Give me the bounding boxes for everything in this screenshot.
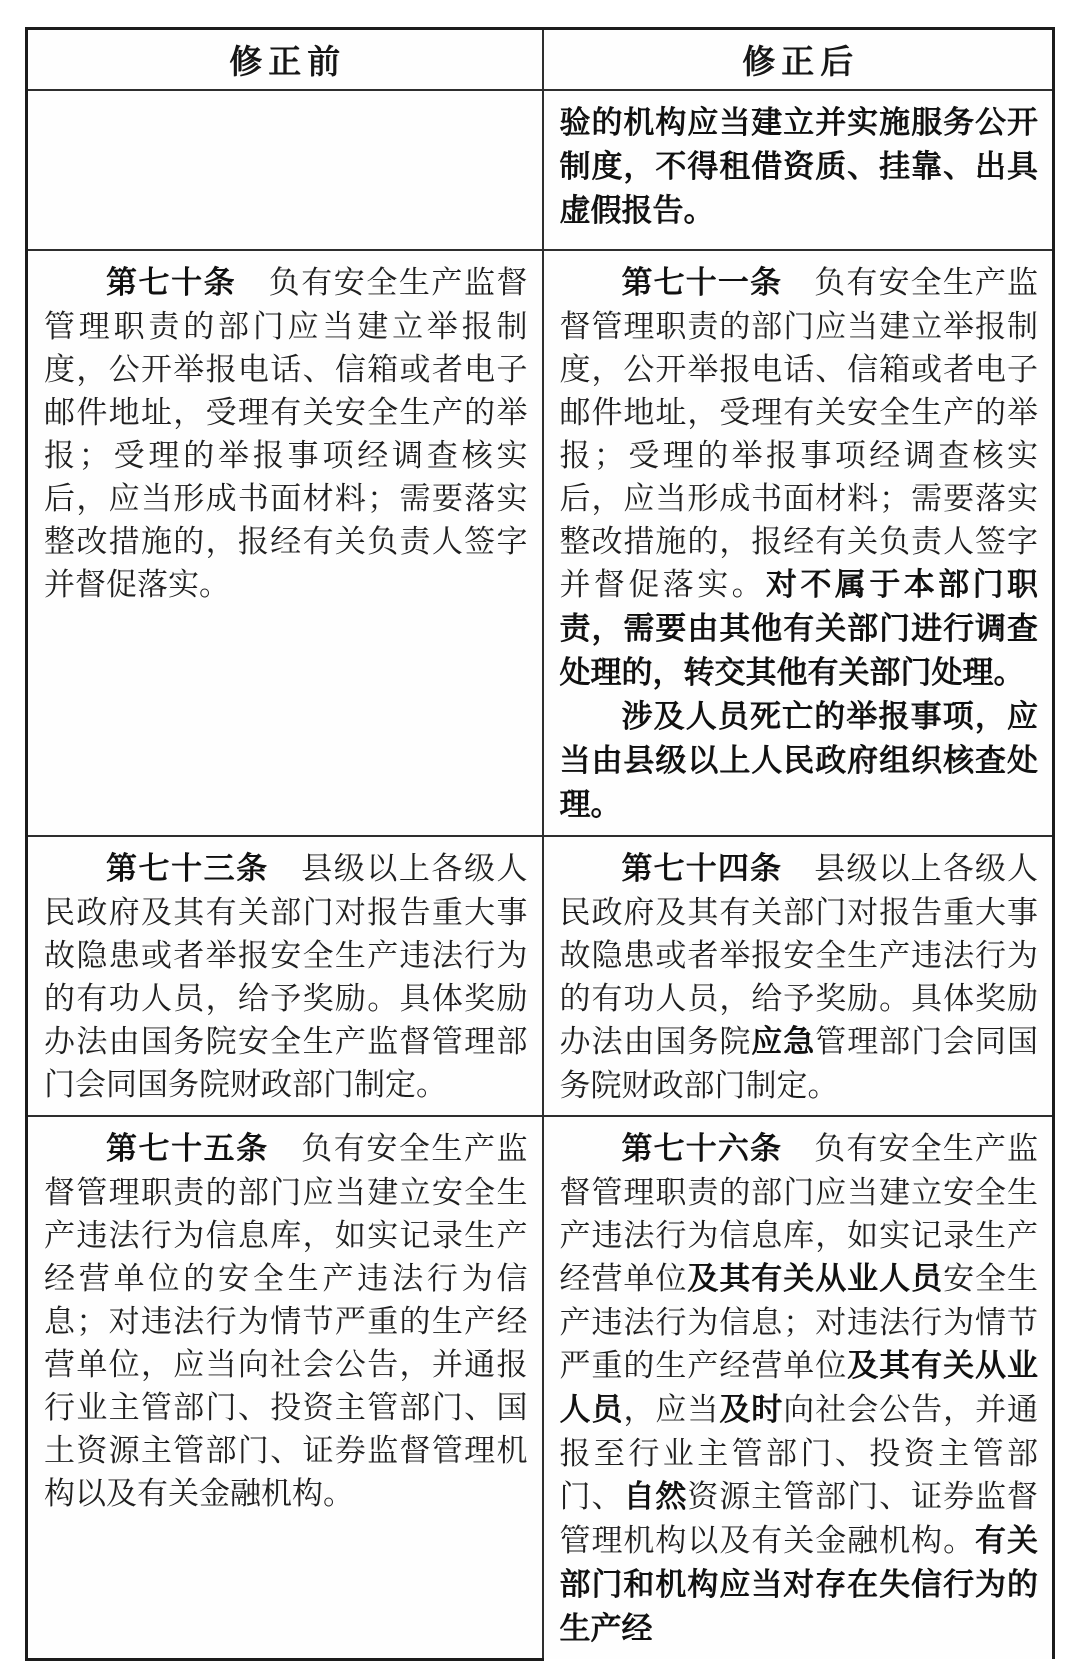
law-text: 向社会公告，并通报至行业主管部门、投资主管部门、 <box>559 1392 1039 1514</box>
amended-bold-text: 第七十三条 <box>106 851 269 887</box>
amended-bold-text: 有关部门和机构应当对存在失信行为的生产经 <box>559 1523 1039 1647</box>
amended-bold-text: 及其有关从业人员 <box>559 1348 1039 1428</box>
amended-bold-text: 应急 <box>751 1024 816 1060</box>
law-text: 管理部门会同国务院财政部门制定。 <box>559 1024 1039 1103</box>
cell-after-amendment <box>543 836 1054 1116</box>
cell-after-amendment <box>543 90 1054 250</box>
law-paragraph <box>560 261 1039 695</box>
law-paragraph <box>44 261 528 606</box>
amended-bold-text: 验的机构应当建立并实施服务公开制度，不得租借资质、挂靠、出具虚假报告。 <box>559 105 1038 229</box>
amendment-comparison-table <box>25 27 1055 1661</box>
cell-after-amendment <box>543 250 1054 836</box>
law-text: 县级以上各级人民政府及其有关部门对报告重大事故隐患或者举报安全生产违法行为的有功人员，给予奖励。具体奖励办法由国务院安全生产监督管理部门会同国务院财政部门制定。 <box>44 851 528 1102</box>
amended-bold-text: 第七十四条 <box>621 851 783 887</box>
amended-bold-text: 及其有关从业人员 <box>687 1261 944 1297</box>
law-paragraph <box>560 101 1039 233</box>
law-text: 负有安全生产监督管理职责的部门应当建立安全生产违法行为信息库，如实记录生产经营单位 <box>559 1131 1038 1296</box>
law-paragraph <box>44 1127 528 1515</box>
cell-before-amendment <box>27 90 543 250</box>
law-paragraph <box>560 847 1039 1107</box>
amended-bold-text: 第七十条 <box>106 265 237 301</box>
table-row <box>27 836 1054 1116</box>
law-text: 负有安全生产监督管理职责的部门应当建立安全生产违法行为信息库，如实记录生产经营单位的安全生产违法行为信息；对违法行为情节严重的生产经营单位，应当向社会公告，并通报行业主管部门、投资主管部门、国土资源主管部门、证券监督管理机构以及有关金融机构。 <box>44 1131 528 1511</box>
amended-bold-text: 第七十一条 <box>621 265 783 301</box>
cell-before-amendment <box>27 250 543 836</box>
law-text: 县级以上各级人民政府及其有关部门对报告重大事故隐患或者举报安全生产违法行为的有功人员，给予奖励。具体奖励办法由国务院 <box>559 851 1038 1059</box>
law-text: 资源主管部门、证券监督管理机构以及有关金融机构。 <box>559 1479 1039 1558</box>
law-text: 安全生产违法行为信息；对违法行为情节严重的生产经营单位 <box>559 1261 1039 1383</box>
law-text: ，应当 <box>623 1392 720 1427</box>
law-text: 负有安全生产监督管理职责的部门应当建立举报制度，公开举报电话、信箱或者电子邮件地址，受理有关安全生产的举报；受理的举报事项经调查核实后，应当形成书面材料；需要落实整改措施的，报经有关负责人签字并督促落实。 <box>44 265 528 602</box>
law-paragraph <box>560 695 1039 827</box>
amended-bold-text: 对不属于本部门职责，需要由其他有关部门进行调查处理的，转交其他有关部门处理。 <box>559 567 1039 691</box>
amended-bold-text: 及时 <box>719 1392 784 1428</box>
cell-before-amendment <box>27 1116 543 1659</box>
amended-bold-text: 第七十六条 <box>621 1131 783 1167</box>
amended-bold-text: 涉及人员死亡的举报事项，应当由县级以上人民政府组织核查处理。 <box>559 699 1038 823</box>
table-header-row <box>27 29 1054 91</box>
amended-bold-text: 第七十五条 <box>106 1131 269 1167</box>
cell-after-amendment <box>543 1116 1054 1659</box>
column-header-after: 修正后 <box>543 29 1054 91</box>
law-text: 负有安全生产监督管理职责的部门应当建立举报制度，公开举报电话、信箱或者电子邮件地址，受理有关安全生产的举报；受理的举报事项经调查核实后，应当形成书面材料；需要落实整改措施的，报经有关负责人签字并督促落实。 <box>559 265 1038 602</box>
cell-before-amendment <box>27 836 543 1116</box>
law-paragraph <box>560 1127 1039 1651</box>
amended-bold-text: 自然 <box>623 1479 688 1515</box>
table-row <box>27 1116 1054 1659</box>
column-header-before: 修正前 <box>27 29 543 91</box>
table-row <box>27 250 1054 836</box>
comparison-table-body <box>27 90 1054 1659</box>
table-row <box>27 90 1054 250</box>
law-paragraph <box>44 847 528 1106</box>
